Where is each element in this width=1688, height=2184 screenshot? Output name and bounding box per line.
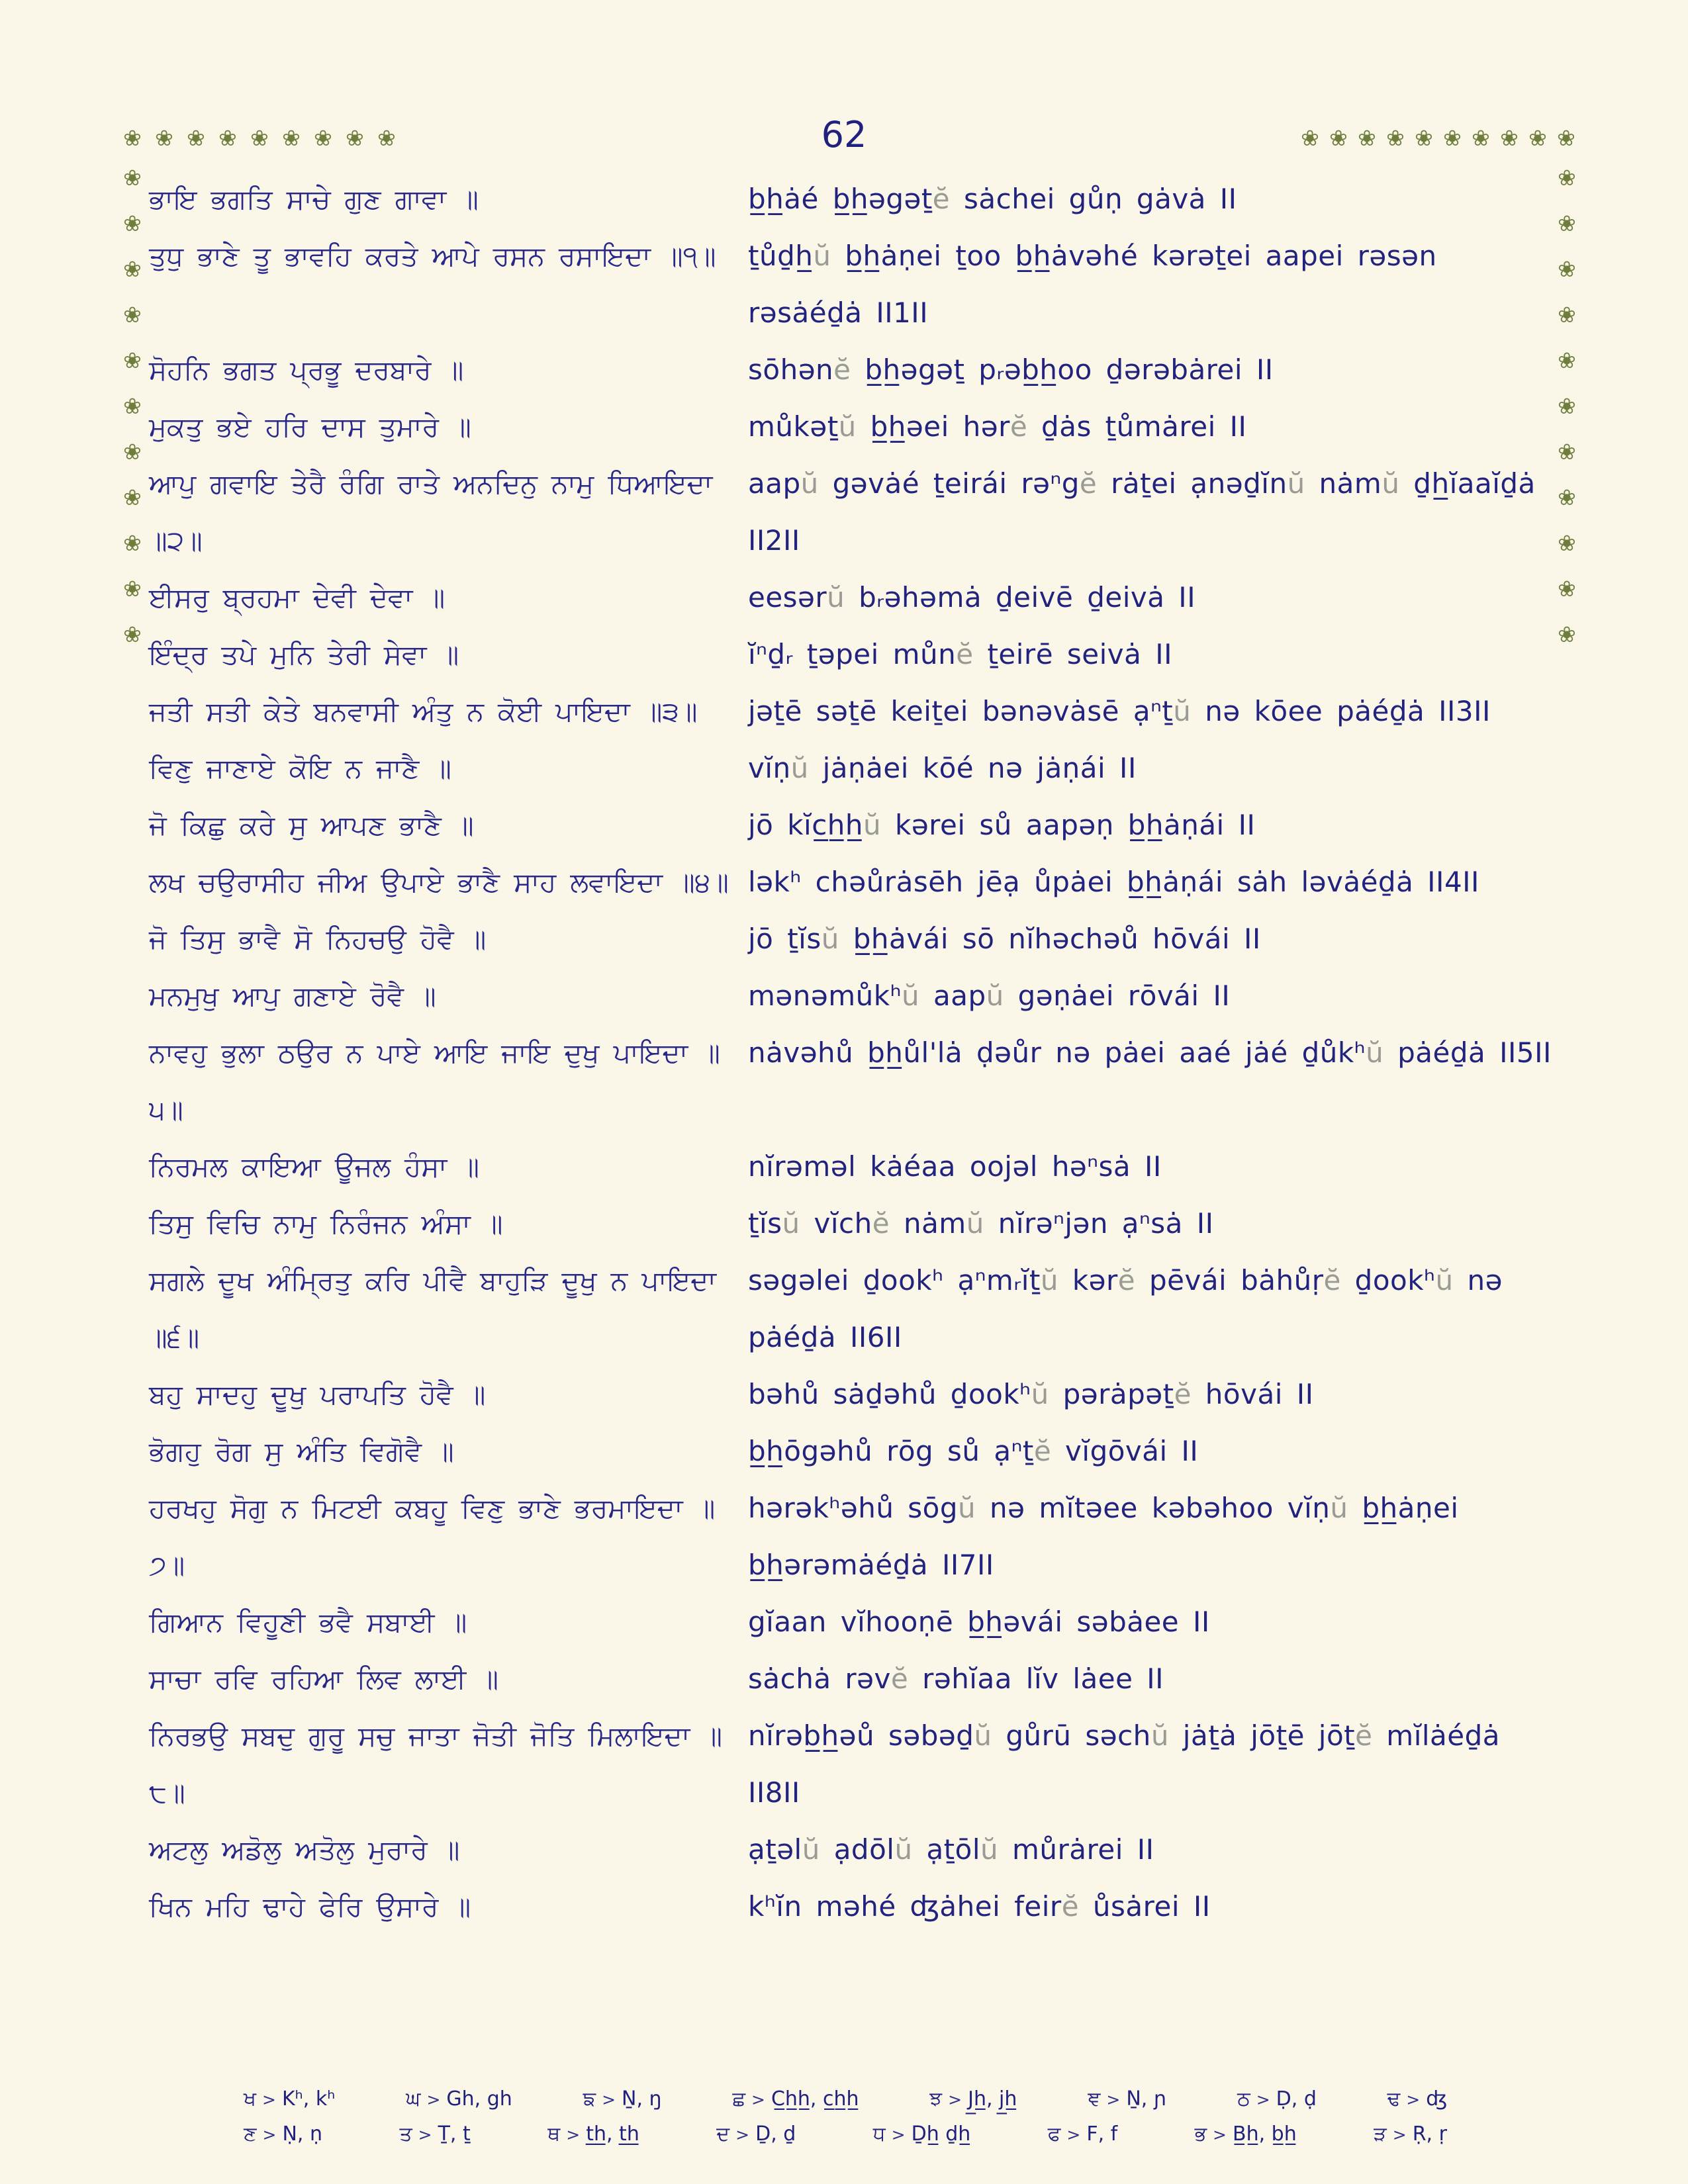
- gurmukhi-line: ਗਿਆਨ ਵਿਹੂਣੀ ਭਵੈ ਸਬਾਈ ॥: [149, 1606, 467, 1638]
- legend-roman-value: J̲h̲, j̲h̲: [968, 2087, 1017, 2111]
- flower-icon: ❀: [282, 125, 301, 151]
- legend-roman-value: Ṯ, ṯ: [438, 2122, 471, 2146]
- transliteration-legend: [244, 2082, 1447, 2152]
- legend-roman-value: t̲h̲, t̲h̲: [586, 2122, 639, 2146]
- flower-icon: ❀: [1558, 347, 1576, 373]
- roman-segment: nə mĭtəee kəbəhoo vĭṇ: [976, 1492, 1331, 1524]
- gurmukhi-line: ਮਨਮੁਖੁ ਆਪੁ ਗਣਾਏ ਰੋਵੈ ॥: [149, 980, 436, 1012]
- verse-row: [149, 1651, 1566, 1707]
- legend-gurmukhi-letter: ਦ: [716, 2122, 730, 2146]
- roman-segment: b̲h̲ōgəhů rōg sů ạⁿṯ: [748, 1435, 1034, 1467]
- verse-row: [149, 968, 1566, 1024]
- roman-segment: ŭ: [1150, 1719, 1169, 1752]
- flower-icon: ❀: [1558, 530, 1576, 556]
- roman-line: [748, 1024, 1562, 1081]
- roman-segment: aap: [748, 467, 801, 500]
- roman-segment: jō kĭc̲h̲h̲: [748, 809, 864, 841]
- flower-icon: ❀: [123, 165, 142, 191]
- roman-line: [748, 911, 1562, 968]
- roman-segment: aap: [919, 979, 986, 1012]
- roman-segment: ŭ: [782, 1207, 800, 1240]
- legend-gurmukhi-letter: ਘ: [406, 2087, 421, 2111]
- flower-icon: ❀: [1329, 125, 1348, 151]
- roman-segment: můrȧrei II: [998, 1833, 1154, 1866]
- roman-segment: ŭ: [902, 979, 920, 1012]
- legend-separator: >: [1066, 2125, 1081, 2144]
- verse-row: [149, 626, 1566, 683]
- roman-segment: ŭ: [894, 1833, 913, 1866]
- roman-segment: b̲h̲əgəṯ pᵣəb̲h̲oo ḏərəbȧrei II: [851, 353, 1274, 386]
- legend-roman-value: Ṛ, ṛ: [1412, 2122, 1447, 2146]
- roman-segment: ŭ: [1173, 695, 1192, 727]
- flower-icon: ❀: [1558, 576, 1576, 602]
- legend-separator: >: [262, 2125, 277, 2144]
- roman-segment: gəṇȧei rōvái II: [1004, 979, 1231, 1012]
- roman-segment: ĕ: [956, 638, 974, 670]
- roman-segment: kər: [1058, 1264, 1118, 1297]
- flower-icon: ❀: [123, 621, 142, 647]
- roman-line: [748, 398, 1562, 455]
- legend-item: [244, 2082, 335, 2117]
- verse-row: [149, 1252, 1566, 1366]
- gurmukhi-line: ਵਿਣੁ ਜਾਣਾਏ ਕੋਇ ਨ ਜਾਣੈ ॥: [149, 752, 451, 784]
- roman-segment: ŭ: [958, 1492, 976, 1524]
- roman-segment: hərəkʰəhů sōg: [748, 1492, 959, 1524]
- legend-item: [244, 2117, 322, 2152]
- roman-segment: ṯeirē seivȧ II: [973, 638, 1173, 670]
- roman-segment: ŭ: [1435, 1264, 1454, 1297]
- roman-segment: bᵣəhəmȧ ḏeivē ḏeivȧ II: [845, 581, 1196, 614]
- roman-segment: ĕ: [1079, 467, 1098, 500]
- legend-item: [406, 2082, 512, 2117]
- roman-segment: sȧchȧ rəv: [748, 1662, 891, 1695]
- flower-border-top-right: [1299, 127, 1577, 149]
- roman-segment: mĭlȧéḏȧ II8II: [748, 1719, 1501, 1809]
- roman-segment: kərei sů aapəṇ b̲h̲ȧṇái II: [881, 809, 1256, 841]
- roman-segment: b̲h̲əei hər: [856, 410, 1010, 443]
- gurmukhi-line: ਤੁਧੁ ਭਾਣੇ ਤੂ ਭਾਵਹਿ ਕਰਤੇ ਆਪੇ ਰਸਨ ਰਸਾਇਦਾ ॥੧॥: [149, 240, 716, 272]
- roman-line: [748, 740, 1562, 797]
- flower-icon: ❀: [1358, 125, 1376, 151]
- verse-row: [149, 1423, 1566, 1480]
- flower-icon: ❀: [123, 125, 142, 151]
- legend-roman-value: Ḏ, ḏ: [755, 2122, 796, 2146]
- flower-icon: ❀: [250, 125, 269, 151]
- roman-segment: ŭ: [1330, 1492, 1348, 1524]
- gurmukhi-line: ਈਸਰੁ ਬ੍ਰਹਮਾ ਦੇਵੀ ਦੇਵਾ ॥: [149, 582, 445, 614]
- page-number: 62: [821, 114, 867, 156]
- roman-segment: ĕ: [833, 353, 851, 386]
- roman-segment: sȧchei gůṇ gȧvȧ II: [950, 183, 1237, 215]
- legend-gurmukhi-letter: ਙ: [583, 2087, 596, 2111]
- roman-segment: b̲h̲ȧṇei b̲h̲ərəmȧéḏȧ II7II: [748, 1492, 1459, 1581]
- legend-separator: >: [948, 2090, 962, 2109]
- roman-segment: ạdōl: [820, 1833, 895, 1866]
- roman-line: [748, 1366, 1562, 1423]
- roman-segment: ĕ: [1355, 1719, 1373, 1752]
- flower-icon: ❀: [1558, 302, 1576, 328]
- gurmukhi-line: ਨਿਰਮਲ ਕਾਇਆ ਊਜਲ ਹੰਸਾ ॥: [149, 1151, 479, 1183]
- roman-segment: bəhů sȧḏəhů ḏookʰ: [748, 1378, 1031, 1410]
- legend-gurmukhi-letter: ਭ: [1194, 2122, 1207, 2146]
- flower-icon: ❀: [218, 125, 237, 151]
- roman-segment: kʰĭn məhé ʤȧhei feir: [748, 1890, 1062, 1923]
- flower-border-left: [121, 167, 144, 645]
- roman-segment: ŭ: [790, 752, 809, 784]
- legend-item: [583, 2082, 662, 2117]
- legend-gurmukhi-letter: ਣ: [244, 2122, 257, 2146]
- legend-item: [716, 2117, 796, 2152]
- roman-segment: gůrū səch: [992, 1719, 1151, 1752]
- verse-row: [149, 854, 1566, 911]
- roman-segment: ŭ: [1382, 467, 1400, 500]
- gurmukhi-line: ਤਿਸੁ ਵਿਚਿ ਨਾਮੁ ਨਿਰੰਜਨ ਅੰਸਾ ॥: [149, 1208, 503, 1240]
- verse-row: [149, 455, 1566, 569]
- roman-segment: ṯĭs: [748, 1207, 782, 1240]
- legend-gurmukhi-letter: ਫ: [1047, 2122, 1061, 2146]
- roman-line: [748, 455, 1562, 569]
- flower-icon: ❀: [1558, 393, 1576, 419]
- roman-segment: gəvȧé ṯeirái rəⁿg: [818, 467, 1080, 500]
- verse-row: [149, 797, 1566, 854]
- flower-icon: ❀: [1443, 125, 1462, 151]
- legend-roman-value: ʤ: [1426, 2087, 1447, 2111]
- flower-icon: ❀: [1557, 125, 1575, 151]
- roman-line: [748, 683, 1562, 740]
- flower-icon: ❀: [123, 484, 142, 510]
- gurmukhi-line: ਸਾਚਾ ਰਵਿ ਰਹਿਆ ਲਿਵ ਲਾਈ ॥: [149, 1663, 498, 1695]
- verse-row: [149, 1821, 1566, 1878]
- roman-line: [748, 1480, 1562, 1594]
- roman-segment: jȧṇȧei kōé nə jȧṇái II: [808, 752, 1137, 784]
- roman-segment: gĭaan vĭhooṇē b̲h̲əvái səbȧee II: [748, 1606, 1210, 1638]
- legend-item: [873, 2117, 971, 2152]
- roman-line: [748, 854, 1562, 911]
- flower-icon: ❀: [1558, 165, 1576, 191]
- flower-icon: ❀: [1301, 125, 1319, 151]
- legend-roman-value: Kʰ, kʰ: [281, 2087, 336, 2111]
- roman-segment: b̲h̲ȧṇei ṯoo b̲h̲ȧvəhé kərəṯei aapei rəsən rəsȧéḏȧ II1II: [748, 240, 1437, 329]
- roman-line: [748, 626, 1562, 683]
- legend-item: [1387, 2082, 1447, 2117]
- roman-segment: ůsȧrei II: [1079, 1890, 1211, 1923]
- legend-separator: >: [735, 2125, 750, 2144]
- gurmukhi-line: ਅਟਲੁ ਅਡੋਲੁ ਅਤੋਲੁ ਮੁਰਾਰੇ ॥: [149, 1834, 460, 1866]
- verse-row: [149, 1195, 1566, 1252]
- roman-line: [748, 1821, 1562, 1878]
- flower-border-top-left: [121, 127, 398, 149]
- roman-line: [748, 569, 1562, 626]
- roman-segment: pȧéḏȧ II5II: [1383, 1036, 1552, 1069]
- roman-segment: nĭrəməl kȧéaa oojəl həⁿsȧ II: [748, 1150, 1162, 1183]
- roman-line: [748, 1878, 1562, 1935]
- roman-segment: ŭ: [1287, 467, 1305, 500]
- roman-segment: ŭ: [966, 1207, 984, 1240]
- legend-separator: >: [566, 2125, 581, 2144]
- roman-segment: b̲h̲ȧé b̲h̲əgəṯ: [748, 183, 933, 215]
- verse-row: [149, 398, 1566, 455]
- roman-segment: pərȧpəṯ: [1049, 1378, 1174, 1410]
- legend-separator: >: [1392, 2125, 1407, 2144]
- legend-roman-value: Ṉ, ŋ: [622, 2087, 662, 2111]
- roman-line: [748, 797, 1562, 854]
- roman-segment: nȧvəhů b̲h̲ůl'lȧ ḍəůr nə pȧei aaé jȧé ḏůkʰ: [748, 1036, 1366, 1069]
- legend-roman-value: B̲h̲, b̲h̲: [1232, 2122, 1297, 2146]
- gurmukhi-line: ਖਿਨ ਮਹਿ ਢਾਹੇ ਫੇਰਿ ਉਸਾਰੇ ॥: [149, 1891, 471, 1923]
- roman-segment: mənəmůkʰ: [748, 979, 902, 1012]
- flower-icon: ❀: [377, 125, 396, 151]
- roman-segment: vĭch: [800, 1207, 872, 1240]
- gurmukhi-line: ਸੋਹਨਿ ਭਗਤ ਪ੍ਰਭੂ ਦਰਬਾਰੇ ॥: [149, 354, 464, 386]
- roman-segment: ĕ: [1323, 1264, 1341, 1297]
- legend-separator: >: [418, 2125, 432, 2144]
- flower-icon: ❀: [1472, 125, 1490, 151]
- roman-segment: ləkʰ chəůrȧsēh jēạ ůpȧei b̲h̲ȧṇái sȧh ləvȧéḏȧ II4II: [748, 866, 1479, 898]
- legend-item: [1048, 2117, 1117, 2152]
- legend-item: [732, 2082, 859, 2117]
- flower-icon: ❀: [1558, 484, 1576, 510]
- roman-segment: ŭ: [800, 467, 819, 500]
- flower-icon: ❀: [346, 125, 364, 151]
- roman-line: [748, 171, 1562, 228]
- roman-segment: vĭgōvái II: [1051, 1435, 1199, 1467]
- legend-separator: >: [426, 2090, 441, 2109]
- roman-segment: rəhĭaa lĭv lȧee II: [908, 1662, 1164, 1695]
- legend-separator: >: [1106, 2090, 1121, 2109]
- legend-separator: >: [602, 2090, 616, 2109]
- roman-segment: rȧṯei ạnəḏĭn: [1097, 467, 1288, 500]
- verse-row: [149, 911, 1566, 968]
- roman-segment: pēvái bȧhůṛ: [1135, 1264, 1324, 1297]
- roman-segment: ĕ: [1009, 410, 1028, 443]
- flower-icon: ❀: [123, 439, 142, 465]
- legend-roman-value: C̲h̲h̲, c̲h̲h̲: [771, 2087, 859, 2111]
- roman-segment: jō ṯĭs: [748, 923, 821, 955]
- gurmukhi-line: ਲਖ ਚਉਰਾਸੀਹ ਜੀਅ ਉਪਾਏ ਭਾਣੈ ਸਾਹ ਲਵਾਇਦਾ ॥੪॥: [149, 866, 729, 898]
- roman-segment: ḏȧs ṯůmȧrei II: [1027, 410, 1247, 443]
- flower-icon: ❀: [1386, 125, 1405, 151]
- legend-roman-value: Ṉ, ɲ: [1126, 2087, 1167, 2111]
- roman-segment: jəṯē səṯē keiṯei bənəvȧsē ạⁿṯ: [748, 695, 1174, 727]
- roman-segment: ĕ: [1174, 1378, 1192, 1410]
- gurmukhi-line: ਨਾਵਹੁ ਭੁਲਾ ਠਉਰ ਨ ਪਾਏ ਆਇ ਜਾਇ ਦੁਖੁ ਪਾਇਦਾ ॥੫॥: [149, 1037, 720, 1126]
- roman-segment: ŭ: [986, 979, 1004, 1012]
- flower-icon: ❀: [1558, 621, 1576, 647]
- legend-item: [399, 2117, 470, 2152]
- roman-line: [748, 1423, 1562, 1480]
- roman-segment: nȧm: [1305, 467, 1382, 500]
- gurmukhi-line: ਭਾਇ ਭਗਤਿ ਸਾਚੇ ਗੁਣ ਗਾਵਾ ॥: [149, 183, 479, 215]
- roman-line: [748, 1195, 1562, 1252]
- roman-segment: ŭ: [863, 809, 882, 841]
- flower-icon: ❀: [1558, 439, 1576, 465]
- legend-separator: >: [1406, 2090, 1421, 2109]
- gurmukhi-line: ਨਿਰਭਉ ਸਬਦੁ ਗੁਰੂ ਸਚੁ ਜਾਤਾ ਜੋਤੀ ਜੋਤਿ ਮਿਲਾਇਦਾ ॥੮॥: [149, 1720, 722, 1809]
- roman-line: [748, 341, 1562, 398]
- roman-segment: ŭ: [1040, 1264, 1058, 1297]
- gurmukhi-line: ਹਰਖਹੁ ਸੋਗੁ ਨ ਮਿਟਈ ਕਬਹੂ ਵਿਣੁ ਭਾਣੇ ਭਰਮਾਇਦਾ ॥੭॥: [149, 1492, 716, 1581]
- roman-segment: ạṯōl: [912, 1833, 981, 1866]
- verse-row: [149, 1480, 1566, 1594]
- roman-segment: nĭrəⁿjən ạⁿsȧ II: [984, 1207, 1214, 1240]
- verse-row: [149, 228, 1566, 341]
- legend-item: [547, 2117, 639, 2152]
- flower-icon: ❀: [123, 210, 142, 236]
- roman-segment: səgəlei ḏookʰ ạⁿmᵣĭṯ: [748, 1264, 1041, 1297]
- legend-separator: >: [262, 2090, 276, 2109]
- gurmukhi-line: ਬਹੁ ਸਾਦਹੁ ਦੂਖੁ ਪਰਾਪਤਿ ਹੋਵੈ ॥: [149, 1379, 486, 1410]
- legend-item: [1195, 2117, 1297, 2152]
- roman-segment: ŭ: [802, 1833, 820, 1866]
- legend-roman-value: Ḍ, ḍ: [1276, 2087, 1317, 2111]
- roman-segment: ŭ: [1366, 1036, 1384, 1069]
- legend-gurmukhi-letter: ਢ: [1387, 2087, 1401, 2111]
- verse-row: [149, 1707, 1566, 1821]
- gurmukhi-line: ਜਤੀ ਸਤੀ ਕੇਤੇ ਬਨਵਾਸੀ ਅੰਤੁ ਨ ਕੋਈ ਪਾਇਦਾ ॥੩॥: [149, 696, 698, 727]
- gurmukhi-line: ਜੋ ਕਿਛੁ ਕਰੇ ਸੁ ਆਪਣ ਭਾਣੈ ॥: [149, 809, 474, 841]
- roman-segment: ĕ: [932, 183, 951, 215]
- flower-icon: ❀: [123, 302, 142, 328]
- legend-gurmukhi-letter: ਥ: [547, 2122, 561, 2146]
- roman-segment: eesər: [748, 581, 827, 614]
- roman-segment: ĕ: [1117, 1264, 1136, 1297]
- flower-icon: ❀: [1558, 256, 1576, 282]
- legend-row: [244, 2117, 1447, 2152]
- verse-row: [149, 1594, 1566, 1651]
- legend-roman-value: Ḏh̲ ḏh̲: [911, 2122, 971, 2146]
- gurmukhi-line: ਮੁਕਤੁ ਭਏ ਹਰਿ ਦਾਸ ਤੁਮਾਰੇ ॥: [149, 411, 471, 443]
- verse-row: [149, 171, 1566, 228]
- roman-segment: ĕ: [890, 1662, 909, 1695]
- roman-segment: ŭ: [821, 923, 839, 955]
- legend-gurmukhi-letter: ਤ: [399, 2122, 412, 2146]
- legend-separator: >: [1256, 2090, 1270, 2109]
- roman-line: [748, 1138, 1562, 1195]
- legend-item: [1088, 2082, 1166, 2117]
- roman-segment: ĕ: [872, 1207, 890, 1240]
- roman-segment: ŭ: [1031, 1378, 1049, 1410]
- roman-segment: nə kōee pȧéḏȧ II3II: [1191, 695, 1491, 727]
- flower-icon: ❀: [314, 125, 332, 151]
- roman-line: [748, 1594, 1562, 1651]
- roman-line: [748, 1252, 1562, 1366]
- roman-segment: můkəṯ: [748, 410, 839, 443]
- gurmukhi-line: ਆਪੁ ਗਵਾਇ ਤੇਰੈ ਰੰਗਿ ਰਾਤੇ ਅਨਦਿਨੁ ਨਾਮੁ ਧਿਆਇਦਾ ॥੨॥: [149, 468, 713, 557]
- roman-segment: nĭrəb̲h̲əů səbəḏ: [748, 1719, 974, 1752]
- legend-gurmukhi-letter: ਛ: [732, 2087, 745, 2111]
- legend-gurmukhi-letter: ਠ: [1237, 2087, 1250, 2111]
- verse-row: [149, 740, 1566, 797]
- roman-segment: b̲h̲ȧvái sō nĭhəchəů hōvái II: [839, 923, 1261, 955]
- roman-line: [748, 1707, 1562, 1821]
- roman-segment: sōhən: [748, 353, 834, 386]
- gurmukhi-line: ਭੋਗਹੁ ਰੋਗ ਸੁ ਅੰਤਿ ਵਿਗੋਵੈ ॥: [149, 1435, 454, 1467]
- verse-row: [149, 1366, 1566, 1423]
- roman-segment: jȧṯȧ jōṯē jōṯ: [1168, 1719, 1356, 1752]
- legend-gurmukhi-letter: ਞ: [1088, 2087, 1101, 2111]
- roman-line: [748, 1651, 1562, 1707]
- legend-roman-value: Ṇ, ṇ: [282, 2122, 323, 2146]
- flower-icon: ❀: [123, 576, 142, 602]
- legend-item: [1374, 2117, 1447, 2152]
- roman-segment: ŭ: [838, 410, 857, 443]
- roman-segment: ŭ: [827, 581, 845, 614]
- legend-separator: >: [751, 2090, 765, 2109]
- roman-segment: nə pȧéḏȧ II6II: [748, 1264, 1503, 1353]
- roman-segment: hōvái II: [1191, 1378, 1314, 1410]
- verse-row: [149, 1878, 1566, 1935]
- flower-icon: ❀: [123, 256, 142, 282]
- roman-line: [748, 968, 1562, 1024]
- flower-icon: ❀: [155, 125, 173, 151]
- verse-row: [149, 1138, 1566, 1195]
- legend-gurmukhi-letter: ਝ: [929, 2087, 943, 2111]
- flower-icon: ❀: [123, 393, 142, 419]
- flower-icon: ❀: [123, 530, 142, 556]
- verse-row: [149, 1024, 1566, 1138]
- legend-item: [929, 2082, 1017, 2117]
- flower-icon: ❀: [1415, 125, 1433, 151]
- roman-segment: ŭ: [980, 1833, 999, 1866]
- verse-row: [149, 683, 1566, 740]
- roman-segment: ŭ: [974, 1719, 992, 1752]
- legend-roman-value: F, f: [1086, 2122, 1118, 2146]
- roman-line: [748, 228, 1562, 341]
- flower-icon: ❀: [1558, 210, 1576, 236]
- flower-icon: ❀: [1500, 125, 1519, 151]
- verse-row: [149, 569, 1566, 626]
- legend-separator: >: [891, 2125, 906, 2144]
- roman-segment: ḏh̲ĭaaĭḏȧ II2II: [748, 467, 1536, 557]
- legend-item: [1237, 2082, 1317, 2117]
- legend-gurmukhi-letter: ਖ: [244, 2087, 257, 2111]
- legend-separator: >: [1213, 2125, 1227, 2144]
- flower-icon: ❀: [1528, 125, 1547, 151]
- gurmukhi-line: ਸਗਲੇ ਦੂਖ ਅੰਮ੍ਰਿਤੁ ਕਰਿ ਪੀਵੈ ਬਾਹੁੜਿ ਦੂਖੁ ਨ ਪਾਇਦਾ ॥੬॥: [149, 1265, 716, 1353]
- legend-roman-value: Gh, gh: [446, 2087, 512, 2111]
- roman-segment: ĭⁿḏᵣ ṯəpei můn: [748, 638, 957, 670]
- roman-segment: ĕ: [1033, 1435, 1052, 1467]
- roman-segment: ạṯəl: [748, 1833, 802, 1866]
- flower-icon: ❀: [123, 347, 142, 373]
- legend-gurmukhi-letter: ਧ: [872, 2122, 886, 2146]
- legend-gurmukhi-letter: ੜ: [1374, 2122, 1387, 2146]
- gurmukhi-line: ਇੰਦ੍ਰ ਤਪੇ ਮੁਨਿ ਤੇਰੀ ਸੇਵਾ ॥: [149, 639, 459, 670]
- roman-segment: ŭ: [813, 240, 831, 272]
- flower-icon: ❀: [187, 125, 205, 151]
- verse-table: [149, 171, 1566, 1935]
- roman-segment: ḏookʰ: [1340, 1264, 1436, 1297]
- gurmukhi-line: ਜੋ ਤਿਸੁ ਭਾਵੈ ਸੋ ਨਿਹਚਉ ਹੋਵੈ ॥: [149, 923, 487, 955]
- legend-row: [244, 2082, 1447, 2117]
- roman-segment: vĭṇ: [748, 752, 791, 784]
- roman-segment: nȧm: [890, 1207, 966, 1240]
- roman-segment: ṯůḏh̲: [748, 240, 814, 272]
- roman-segment: ĕ: [1061, 1890, 1080, 1923]
- verse-row: [149, 341, 1566, 398]
